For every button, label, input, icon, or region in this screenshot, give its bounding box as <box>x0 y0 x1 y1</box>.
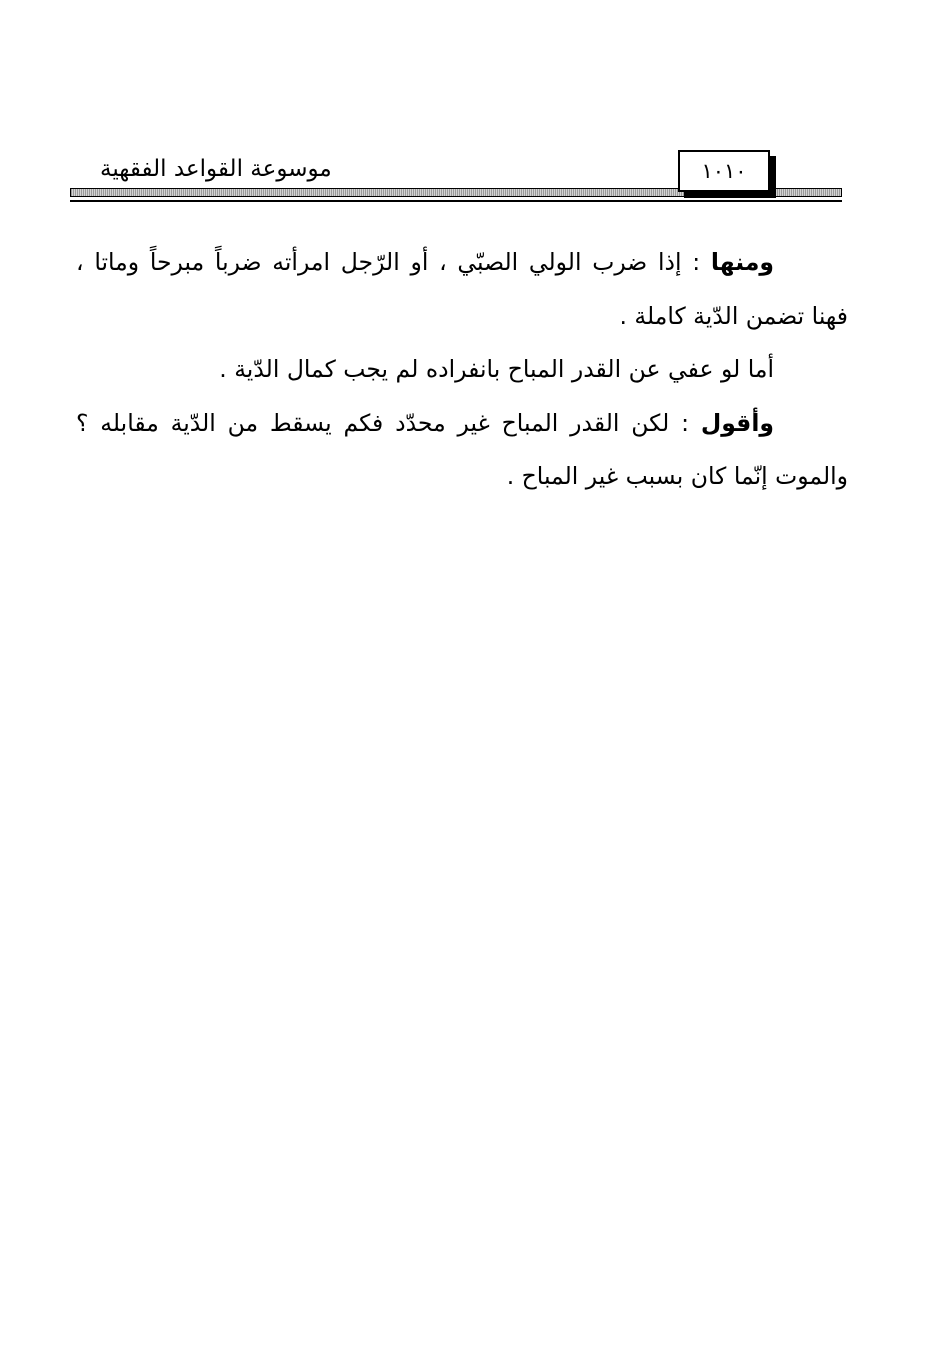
paragraph <box>76 236 848 343</box>
running-header <box>70 150 842 212</box>
page-number-box <box>678 150 770 192</box>
paragraph-keyword: وأقول <box>700 408 774 437</box>
paragraph <box>76 343 848 397</box>
header-rule-thin <box>70 200 842 202</box>
paragraph-keyword: ومنها <box>710 248 774 276</box>
paragraph <box>76 397 848 504</box>
paragraph-text: : لكن القدر المباح غير محدّد فكم يسقط من الدّية مقابله ؟ والموت إنّما كان بسبب غير المباح . <box>76 408 848 490</box>
paragraph-text: : إذا ضرب الولي الصبّي ، أو الرّجل امرأته ضرباً مبرحاً وماتا ، فهنا تضمن الدّية كاملة . <box>76 248 848 330</box>
paragraph-text: أما لو عفي عن القدر المباح بانفراده لم يجب كمال الدّية . <box>219 355 774 383</box>
book-title: موسوعة القواعد الفقهية <box>100 156 332 182</box>
page-number: ١٠١٠ <box>701 159 747 183</box>
body-text <box>76 236 848 504</box>
